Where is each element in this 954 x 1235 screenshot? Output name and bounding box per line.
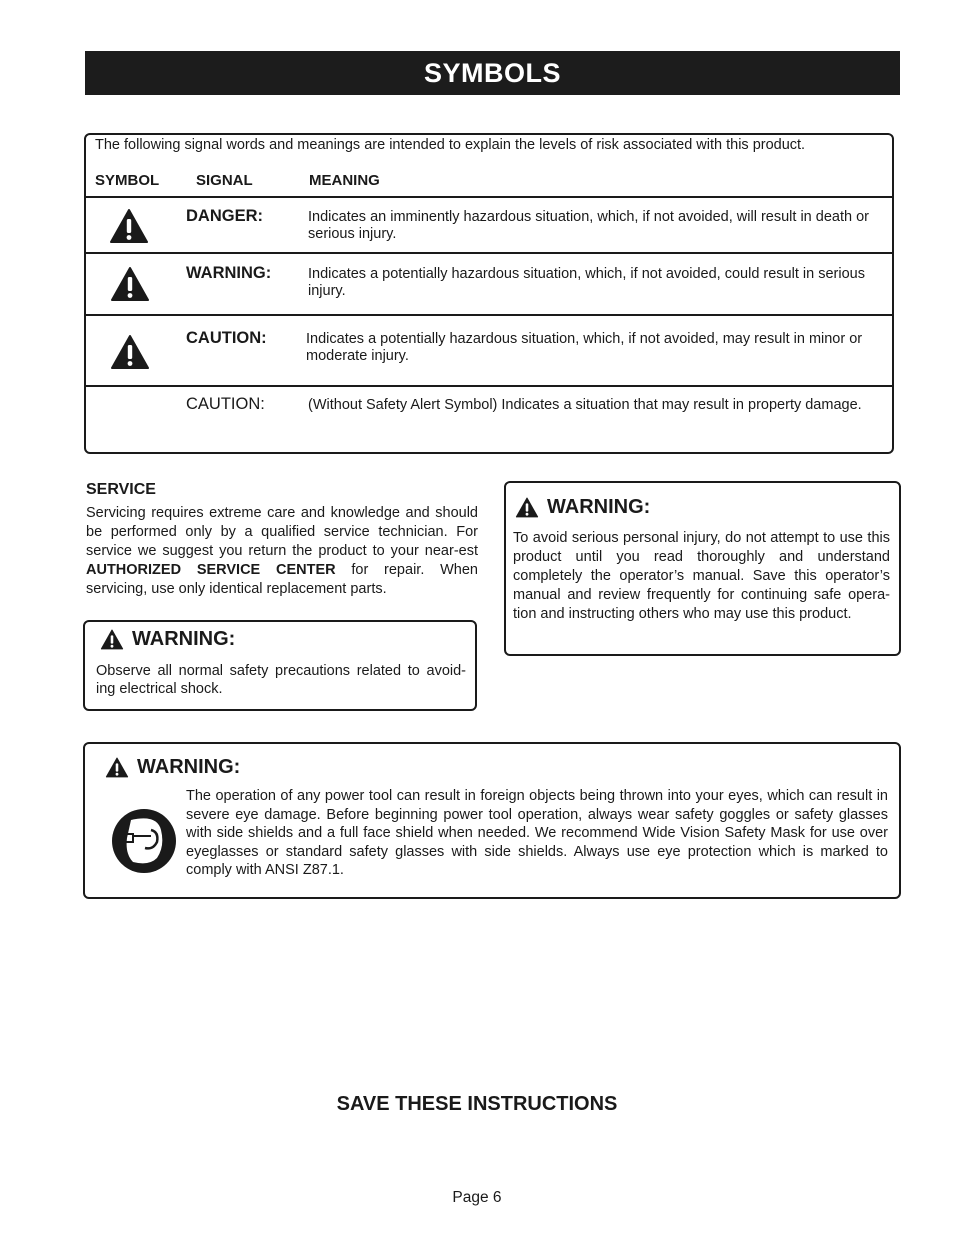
- page-title: [85, 51, 900, 95]
- service-text-part: Servicing requires extreme care and knowledge and should be performed only by a qualified service technician. For service we suggest you return the product to your near-est: [86, 505, 478, 559]
- column-header-signal: SIGNAL: [196, 172, 253, 189]
- signal-meaning: Indicates an imminently hazardous situation, which, if not avoided, will result in death or serious injury.: [308, 209, 869, 242]
- warning-heading: [515, 496, 650, 519]
- save-instructions: SAVE THESE INSTRUCTIONS: [336, 1093, 618, 1115]
- symbols-intro: The following signal words and meanings are intended to explain the levels of risk associated with this product.: [95, 137, 806, 153]
- warning-electrical-box: [83, 620, 477, 711]
- column-header-symbol: SYMBOL: [95, 172, 160, 189]
- warning-heading: [100, 628, 235, 651]
- table-divider: [86, 252, 894, 254]
- signal-meaning: Indicates a potentially hazardous situation, which, if not avoided, may result in minor or moderate injury.: [306, 331, 863, 364]
- alert-triangle-icon: [110, 266, 150, 302]
- alert-triangle-icon: [515, 497, 539, 518]
- warning-manual-box: [504, 481, 901, 656]
- page-number: Page 6: [452, 1189, 502, 1206]
- signal-word-warning: WARNING:: [186, 264, 272, 282]
- warning-eye-box: [83, 742, 901, 899]
- signal-word-danger: DANGER:: [186, 207, 263, 225]
- table-divider: [86, 196, 894, 198]
- column-header-meaning: MEANING: [309, 172, 380, 189]
- signal-word-caution: CAUTION:: [186, 329, 267, 347]
- alert-triangle-icon: [109, 208, 149, 244]
- alert-triangle-icon: [105, 757, 129, 778]
- warning-heading-text: WARNING:: [132, 628, 236, 650]
- alert-triangle-icon: [100, 629, 124, 650]
- warning-heading-text: WARNING:: [137, 756, 241, 778]
- warning-text: To avoid serious personal injury, do not attempt to use this product until you read thoroughly and understand completely the operator’s manual. Save this operator’s manual and review frequently for continuing safe opera-tion and instructing others who may use this product.: [513, 530, 890, 622]
- signal-meaning: Indicates a potentially hazardous situation, which, if not avoided, could result in serious injury.: [308, 266, 865, 299]
- table-divider: [86, 385, 894, 387]
- service-heading: SERVICE: [86, 481, 156, 498]
- service-text: [86, 504, 478, 599]
- warning-text: Observe all normal safety precautions related to avoid-ing electrical shock.: [96, 663, 466, 697]
- signal-word-caution-plain: CAUTION:: [186, 395, 265, 413]
- warning-heading: [105, 756, 240, 779]
- page-title-text: SYMBOLS: [423, 57, 561, 88]
- table-divider: [86, 314, 894, 316]
- signal-meaning: (Without Safety Alert Symbol) Indicates a situation that may result in property damage.: [308, 397, 862, 413]
- authorized-service-center: AUTHORIZED SERVICE CENTER: [86, 562, 336, 578]
- alert-triangle-icon: [110, 334, 150, 370]
- warning-text: The operation of any power tool can result in foreign objects being thrown into your eyes, which can result in severe eye damage. Before beginning power tool operation, always wear safety goggles or safety glasses with side shields and a full face shield when needed. We recommend Wide Vision Safety Mask for use over eyeglasses or standard safety glasses with side shields. Always use eye protection which is marked to comply with ANSI Z87.1.: [186, 788, 888, 878]
- safety-glasses-icon: [111, 808, 177, 874]
- warning-heading-text: WARNING:: [547, 496, 651, 518]
- service-text-part: for repair. When servicing, use only identical replacement parts.: [86, 562, 478, 597]
